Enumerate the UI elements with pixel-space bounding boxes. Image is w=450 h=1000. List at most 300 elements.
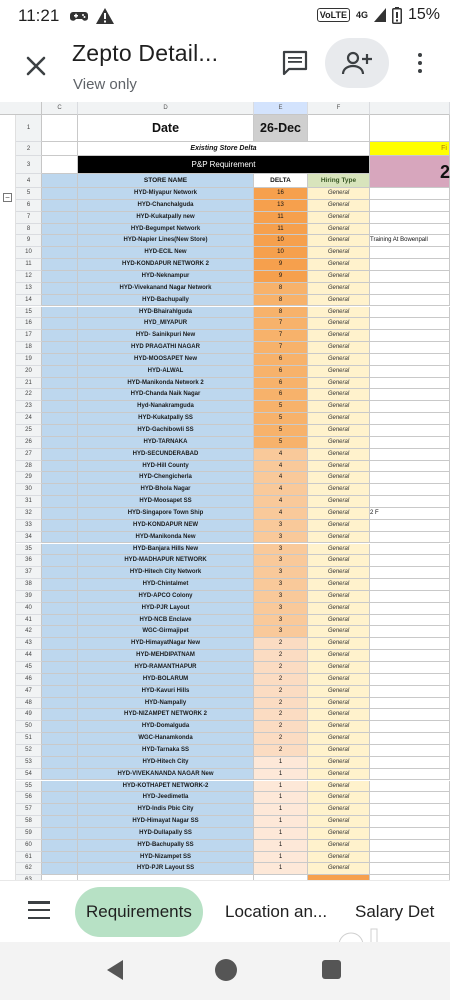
store-name-cell[interactable]: HYD PRAGATHI NAGAR [78, 342, 254, 354]
table-cell-c[interactable] [42, 401, 78, 413]
hiring-type-cell[interactable]: General [308, 224, 370, 236]
table-cell-c[interactable] [42, 792, 78, 804]
table-cell-c[interactable] [42, 200, 78, 212]
delta-cell[interactable]: 3 [254, 603, 308, 615]
note-cell[interactable] [370, 745, 450, 757]
note-cell[interactable] [370, 472, 450, 484]
row-number[interactable]: 24 [16, 413, 42, 425]
store-name-cell[interactable]: HYD- Sainikpuri New [78, 330, 254, 342]
hiring-type-cell[interactable]: General [308, 283, 370, 295]
note-cell[interactable] [370, 792, 450, 804]
note-cell[interactable] [370, 247, 450, 259]
store-name-cell[interactable]: HYD-Dullapally SS [78, 828, 254, 840]
delta-cell[interactable]: 2 [254, 662, 308, 674]
store-name-cell[interactable]: HYD-TARNAKA [78, 437, 254, 449]
back-icon[interactable] [107, 960, 123, 980]
hiring-type-cell[interactable]: General [308, 508, 370, 520]
hiring-type-cell[interactable]: General [308, 188, 370, 200]
hiring-type-cell[interactable]: General [308, 472, 370, 484]
hiring-type-cell[interactable]: General [308, 769, 370, 781]
store-name-cell[interactable]: HYD-SECUNDERABAD [78, 449, 254, 461]
row-number[interactable]: 39 [16, 591, 42, 603]
delta-cell[interactable]: 1 [254, 840, 308, 852]
store-name-cell[interactable]: HYD-Hitech City [78, 757, 254, 769]
hiring-type-cell[interactable]: General [308, 840, 370, 852]
delta-cell[interactable]: 1 [254, 781, 308, 793]
note-cell[interactable] [370, 188, 450, 200]
hiring-type-cell[interactable]: General [308, 259, 370, 271]
column-header-g[interactable] [370, 102, 450, 115]
table-cell-c[interactable] [42, 235, 78, 247]
row-number[interactable]: 9 [16, 235, 42, 247]
note-cell[interactable] [370, 330, 450, 342]
delta-cell[interactable]: 8 [254, 283, 308, 295]
store-name-cell[interactable]: HYD-PJR Layout [78, 603, 254, 615]
hiring-type-cell[interactable]: General [308, 709, 370, 721]
store-name-cell[interactable]: HYD-Miyapur Network [78, 188, 254, 200]
hiring-type-cell[interactable]: General [308, 295, 370, 307]
table-cell-c[interactable] [42, 188, 78, 200]
row-number[interactable]: 50 [16, 721, 42, 733]
note-cell[interactable] [370, 378, 450, 390]
hiring-type-cell[interactable]: General [308, 757, 370, 769]
cell-c1[interactable] [42, 115, 78, 142]
date-value-cell[interactable]: 26-Dec [254, 115, 308, 142]
hiring-type-cell[interactable]: General [308, 603, 370, 615]
note-cell[interactable] [370, 425, 450, 437]
table-cell-c[interactable] [42, 259, 78, 271]
note-cell[interactable] [370, 295, 450, 307]
row-number[interactable]: 52 [16, 745, 42, 757]
store-name-cell[interactable]: HYD-PJR Layout SS [78, 863, 254, 875]
table-cell-c[interactable] [42, 472, 78, 484]
hiring-type-cell[interactable]: General [308, 307, 370, 319]
hiring-type-cell[interactable]: General [308, 544, 370, 556]
store-name-cell[interactable]: HYD-Chengicherla [78, 472, 254, 484]
table-cell-c[interactable] [42, 271, 78, 283]
row-number[interactable]: 46 [16, 674, 42, 686]
delta-cell[interactable]: 3 [254, 532, 308, 544]
note-cell[interactable] [370, 781, 450, 793]
cell-c2[interactable] [42, 142, 78, 156]
row-number[interactable]: 35 [16, 544, 42, 556]
store-name-cell[interactable]: HYD-BOLARUM [78, 674, 254, 686]
delta-cell[interactable]: 5 [254, 437, 308, 449]
hiring-type-cell[interactable]: General [308, 804, 370, 816]
store-name-cell[interactable]: HYD-MEHDIPATNAM [78, 650, 254, 662]
delta-cell[interactable]: 4 [254, 484, 308, 496]
note-cell[interactable] [370, 354, 450, 366]
delta-cell[interactable]: 8 [254, 307, 308, 319]
store-name-header[interactable]: STORE NAME [78, 174, 254, 188]
note-cell[interactable] [370, 591, 450, 603]
hiring-type-cell[interactable]: General [308, 555, 370, 567]
row-number[interactable]: 59 [16, 828, 42, 840]
row-number[interactable]: 58 [16, 816, 42, 828]
table-cell-c[interactable] [42, 544, 78, 556]
table-cell-c[interactable] [42, 709, 78, 721]
store-name-cell[interactable]: HYD-Chanchalguda [78, 200, 254, 212]
store-name-cell[interactable]: HYD-Singapore Town Ship [78, 508, 254, 520]
row-number[interactable]: 45 [16, 662, 42, 674]
hiring-type-cell[interactable]: General [308, 200, 370, 212]
delta-header[interactable]: DELTA [254, 174, 308, 188]
table-cell-c[interactable] [42, 769, 78, 781]
row-number[interactable]: 2 [16, 142, 42, 156]
close-icon[interactable] [22, 52, 50, 80]
note-cell[interactable] [370, 283, 450, 295]
existing-store-delta-cell[interactable]: Existing Store Delta [78, 142, 370, 156]
table-cell-c[interactable] [42, 615, 78, 627]
row-number[interactable]: 33 [16, 520, 42, 532]
table-cell-c[interactable] [42, 603, 78, 615]
store-name-cell[interactable]: HYD-Hill County [78, 461, 254, 473]
note-cell[interactable] [370, 271, 450, 283]
note-cell[interactable] [370, 769, 450, 781]
table-cell-c[interactable] [42, 863, 78, 875]
row-number[interactable]: 17 [16, 330, 42, 342]
sheets-menu-icon[interactable] [28, 901, 50, 919]
delta-cell[interactable]: 11 [254, 212, 308, 224]
hiring-type-cell[interactable]: General [308, 733, 370, 745]
row-number[interactable]: 16 [16, 318, 42, 330]
row-number[interactable]: 22 [16, 389, 42, 401]
delta-cell[interactable]: 2 [254, 650, 308, 662]
delta-cell[interactable]: 6 [254, 366, 308, 378]
store-name-cell[interactable]: HYD_MIYAPUR [78, 318, 254, 330]
collapse-group-icon[interactable]: − [3, 193, 12, 202]
note-cell[interactable] [370, 828, 450, 840]
note-cell[interactable] [370, 674, 450, 686]
row-number[interactable]: 1 [16, 115, 42, 142]
store-name-cell[interactable]: Hyd-Nanakramguda [78, 401, 254, 413]
store-name-cell[interactable]: HYD-ECIL New [78, 247, 254, 259]
note-cell[interactable] [370, 200, 450, 212]
store-name-cell[interactable]: HYD-Neknampur [78, 271, 254, 283]
row-number[interactable]: 6 [16, 200, 42, 212]
store-name-cell[interactable]: HYD-APCO Colony [78, 591, 254, 603]
store-name-cell[interactable]: HYD-Nizampet SS [78, 852, 254, 864]
delta-cell[interactable]: 13 [254, 200, 308, 212]
hiring-type-cell[interactable]: General [308, 425, 370, 437]
table-cell-c[interactable] [42, 638, 78, 650]
delta-cell[interactable]: 3 [254, 579, 308, 591]
delta-cell[interactable]: 5 [254, 413, 308, 425]
comment-icon[interactable] [280, 48, 310, 78]
table-cell-c[interactable] [42, 413, 78, 425]
table-cell-c[interactable] [42, 437, 78, 449]
note-cell[interactable] [370, 259, 450, 271]
note-cell[interactable] [370, 567, 450, 579]
hiring-type-cell[interactable]: General [308, 378, 370, 390]
tab-salary[interactable]: Salary Det [355, 902, 435, 921]
hiring-type-cell[interactable]: General [308, 389, 370, 401]
pp-requirement-cell[interactable]: P&P Requirement [78, 156, 370, 174]
delta-cell[interactable]: 1 [254, 757, 308, 769]
tab-location[interactable]: Location an... [225, 902, 328, 921]
row-number[interactable]: 53 [16, 757, 42, 769]
store-name-cell[interactable]: HYD-Banjara Hills New [78, 544, 254, 556]
note-cell[interactable] [370, 662, 450, 674]
delta-cell[interactable]: 4 [254, 496, 308, 508]
table-cell-c[interactable] [42, 662, 78, 674]
note-cell[interactable] [370, 686, 450, 698]
hiring-type-cell[interactable]: General [308, 615, 370, 627]
home-icon[interactable] [215, 959, 237, 981]
note-cell[interactable]: Training At Bowenpall [370, 235, 450, 247]
delta-cell[interactable]: 3 [254, 591, 308, 603]
store-name-cell[interactable]: HYD-Manikonda Network 2 [78, 378, 254, 390]
table-cell-c[interactable] [42, 650, 78, 662]
store-name-cell[interactable]: HYD-KONDAPUR NETWORK 2 [78, 259, 254, 271]
store-name-cell[interactable]: HYD-Tarnaka SS [78, 745, 254, 757]
cell-f1[interactable] [308, 115, 370, 142]
table-cell-c[interactable] [42, 579, 78, 591]
note-cell[interactable] [370, 615, 450, 627]
table-cell-c[interactable] [42, 567, 78, 579]
row-number[interactable]: 60 [16, 840, 42, 852]
delta-cell[interactable]: 6 [254, 378, 308, 390]
row-number[interactable]: 51 [16, 733, 42, 745]
cell-g1[interactable] [370, 115, 450, 142]
table-cell-c[interactable] [42, 318, 78, 330]
store-name-cell[interactable]: HYD-RAMANTHAPUR [78, 662, 254, 674]
hiring-type-cell[interactable]: General [308, 828, 370, 840]
table-cell-c[interactable] [42, 626, 78, 638]
delta-cell[interactable]: 1 [254, 769, 308, 781]
hiring-type-cell[interactable]: General [308, 638, 370, 650]
hiring-type-cell[interactable]: General [308, 567, 370, 579]
recents-icon[interactable] [322, 960, 341, 979]
note-cell[interactable] [370, 389, 450, 401]
note-cell[interactable] [370, 709, 450, 721]
note-cell[interactable] [370, 804, 450, 816]
delta-cell[interactable]: 1 [254, 804, 308, 816]
delta-cell[interactable]: 3 [254, 555, 308, 567]
store-name-cell[interactable]: WGC-Hanamkonda [78, 733, 254, 745]
delta-cell[interactable]: 2 [254, 733, 308, 745]
store-name-cell[interactable]: HYD-Kukatpally new [78, 212, 254, 224]
table-cell-c[interactable] [42, 520, 78, 532]
hiring-type-header[interactable]: Hiring Type [308, 174, 370, 188]
hiring-type-cell[interactable]: General [308, 247, 370, 259]
hiring-type-cell[interactable]: General [308, 863, 370, 875]
table-cell-c[interactable] [42, 804, 78, 816]
row-number[interactable]: 19 [16, 354, 42, 366]
store-name-cell[interactable]: HYD-Begumpet Network [78, 224, 254, 236]
delta-cell[interactable]: 4 [254, 449, 308, 461]
note-cell[interactable] [370, 366, 450, 378]
row-number[interactable]: 57 [16, 804, 42, 816]
row-number[interactable]: 49 [16, 709, 42, 721]
store-name-cell[interactable]: HYD-Moosapet SS [78, 496, 254, 508]
store-name-cell[interactable]: HYD-NIZAMPET NETWORK 2 [78, 709, 254, 721]
delta-cell[interactable]: 11 [254, 224, 308, 236]
row-number[interactable]: 7 [16, 212, 42, 224]
store-name-cell[interactable]: HYD-Hitech City Network [78, 567, 254, 579]
row-number[interactable]: 41 [16, 615, 42, 627]
column-header-c[interactable]: C [42, 102, 78, 115]
table-cell-c[interactable] [42, 828, 78, 840]
row-number[interactable]: 43 [16, 638, 42, 650]
delta-cell[interactable]: 1 [254, 852, 308, 864]
hiring-type-cell[interactable]: General [308, 686, 370, 698]
hiring-type-cell[interactable]: General [308, 449, 370, 461]
table-cell-c[interactable] [42, 532, 78, 544]
note-cell[interactable] [370, 721, 450, 733]
note-cell[interactable] [370, 318, 450, 330]
tab-requirements[interactable]: Requirements [75, 887, 203, 937]
column-header-f[interactable]: F [308, 102, 370, 115]
note-cell[interactable] [370, 413, 450, 425]
store-name-cell[interactable]: HYD-Kukatpally SS [78, 413, 254, 425]
store-name-cell[interactable]: HYD-KOTHAPET NETWORK-2 [78, 781, 254, 793]
delta-cell[interactable]: 2 [254, 674, 308, 686]
note-cell[interactable] [370, 437, 450, 449]
note-cell[interactable] [370, 544, 450, 556]
table-cell-c[interactable] [42, 733, 78, 745]
table-cell-c[interactable] [42, 461, 78, 473]
store-name-cell[interactable]: HYD-Kavuri Hills [78, 686, 254, 698]
store-name-cell[interactable]: HYD-Bhola Nagar [78, 484, 254, 496]
note-cell[interactable] [370, 224, 450, 236]
hiring-type-cell[interactable]: General [308, 721, 370, 733]
note-cell[interactable] [370, 757, 450, 769]
row-number[interactable]: 55 [16, 781, 42, 793]
table-cell-c[interactable] [42, 283, 78, 295]
note-cell[interactable] [370, 650, 450, 662]
row-number[interactable]: 62 [16, 863, 42, 875]
table-cell-c[interactable] [42, 698, 78, 710]
delta-cell[interactable]: 2 [254, 698, 308, 710]
store-name-cell[interactable]: HYD-Gachibowli SS [78, 425, 254, 437]
hiring-type-cell[interactable]: General [308, 235, 370, 247]
table-cell-c[interactable] [42, 591, 78, 603]
table-cell-c[interactable] [42, 840, 78, 852]
delta-cell[interactable]: 6 [254, 389, 308, 401]
row-number[interactable]: 56 [16, 792, 42, 804]
hiring-type-cell[interactable]: General [308, 496, 370, 508]
hiring-type-cell[interactable]: General [308, 745, 370, 757]
row-number[interactable]: 14 [16, 295, 42, 307]
row-number[interactable]: 31 [16, 496, 42, 508]
note-cell[interactable] [370, 532, 450, 544]
delta-cell[interactable]: 6 [254, 354, 308, 366]
row-number[interactable]: 48 [16, 698, 42, 710]
store-name-cell[interactable]: HYD-VIVEKANANDA NAGAR New [78, 769, 254, 781]
delta-cell[interactable]: 2 [254, 709, 308, 721]
delta-cell[interactable]: 4 [254, 461, 308, 473]
spreadsheet-grid[interactable] [0, 102, 450, 880]
delta-cell[interactable]: 1 [254, 816, 308, 828]
row-number[interactable]: 26 [16, 437, 42, 449]
delta-cell[interactable]: 1 [254, 828, 308, 840]
store-name-cell[interactable]: HYD-HimayatNagar New [78, 638, 254, 650]
delta-cell[interactable]: 16 [254, 188, 308, 200]
table-cell-c[interactable] [42, 307, 78, 319]
row-number[interactable]: 32 [16, 508, 42, 520]
hiring-type-cell[interactable]: General [308, 852, 370, 864]
table-cell-c[interactable] [42, 496, 78, 508]
hiring-type-cell[interactable]: General [308, 366, 370, 378]
hiring-type-cell[interactable]: General [308, 579, 370, 591]
hiring-type-cell[interactable]: General [308, 674, 370, 686]
delta-cell[interactable]: 2 [254, 721, 308, 733]
delta-cell[interactable]: 10 [254, 235, 308, 247]
note-cell[interactable] [370, 579, 450, 591]
row-number[interactable]: 36 [16, 555, 42, 567]
table-cell-c[interactable] [42, 852, 78, 864]
row-number[interactable]: 40 [16, 603, 42, 615]
row-number[interactable]: 20 [16, 366, 42, 378]
table-cell-c[interactable] [42, 686, 78, 698]
store-name-cell[interactable]: HYD-Chintalmet [78, 579, 254, 591]
table-cell-c[interactable] [42, 508, 78, 520]
row-number[interactable]: 61 [16, 852, 42, 864]
delta-cell[interactable]: 9 [254, 259, 308, 271]
delta-cell[interactable]: 7 [254, 330, 308, 342]
table-cell-c[interactable] [42, 354, 78, 366]
note-cell[interactable] [370, 626, 450, 638]
row-number[interactable]: 10 [16, 247, 42, 259]
note-cell[interactable]: 2 F [370, 508, 450, 520]
column-header-d[interactable]: D [78, 102, 254, 115]
table-cell-c[interactable] [42, 212, 78, 224]
hiring-type-cell[interactable]: General [308, 781, 370, 793]
table-cell-c[interactable] [42, 330, 78, 342]
store-name-cell[interactable]: HYD-Chanda Naik Nagar [78, 389, 254, 401]
store-name-cell[interactable]: HYD-Himayat Nagar SS [78, 816, 254, 828]
note-cell[interactable] [370, 698, 450, 710]
row-number[interactable]: 11 [16, 259, 42, 271]
note-cell[interactable] [370, 840, 450, 852]
date-label-cell[interactable]: Date [78, 115, 254, 142]
hiring-type-cell[interactable]: General [308, 532, 370, 544]
hiring-type-cell[interactable]: General [308, 484, 370, 496]
row-number[interactable]: 15 [16, 307, 42, 319]
delta-cell[interactable]: 4 [254, 508, 308, 520]
note-cell[interactable] [370, 816, 450, 828]
hiring-type-cell[interactable]: General [308, 330, 370, 342]
delta-cell[interactable]: 3 [254, 544, 308, 556]
row-number[interactable]: 18 [16, 342, 42, 354]
table-cell-c[interactable] [42, 295, 78, 307]
delta-cell[interactable]: 7 [254, 342, 308, 354]
add-person-button[interactable] [325, 38, 389, 88]
table-cell-c[interactable] [42, 781, 78, 793]
table-cell-c[interactable] [42, 378, 78, 390]
table-cell-c[interactable] [42, 745, 78, 757]
store-name-cell[interactable]: HYD-NCB Enclave [78, 615, 254, 627]
store-name-cell[interactable]: HYD-KONDAPUR NEW [78, 520, 254, 532]
row-number[interactable]: 5 [16, 188, 42, 200]
note-cell[interactable] [370, 555, 450, 567]
row-number[interactable]: 23 [16, 401, 42, 413]
table-cell-c[interactable] [42, 555, 78, 567]
note-cell[interactable] [370, 603, 450, 615]
row-number[interactable]: 8 [16, 224, 42, 236]
hiring-type-cell[interactable]: General [308, 662, 370, 674]
store-name-cell[interactable]: HYD-Bachupally [78, 295, 254, 307]
hiring-type-cell[interactable]: General [308, 413, 370, 425]
note-cell[interactable] [370, 733, 450, 745]
note-cell[interactable] [370, 307, 450, 319]
table-cell-c[interactable] [42, 757, 78, 769]
delta-cell[interactable]: 2 [254, 745, 308, 757]
note-cell[interactable] [370, 212, 450, 224]
store-name-cell[interactable]: HYD-Nampally [78, 698, 254, 710]
hiring-type-cell[interactable]: General [308, 354, 370, 366]
